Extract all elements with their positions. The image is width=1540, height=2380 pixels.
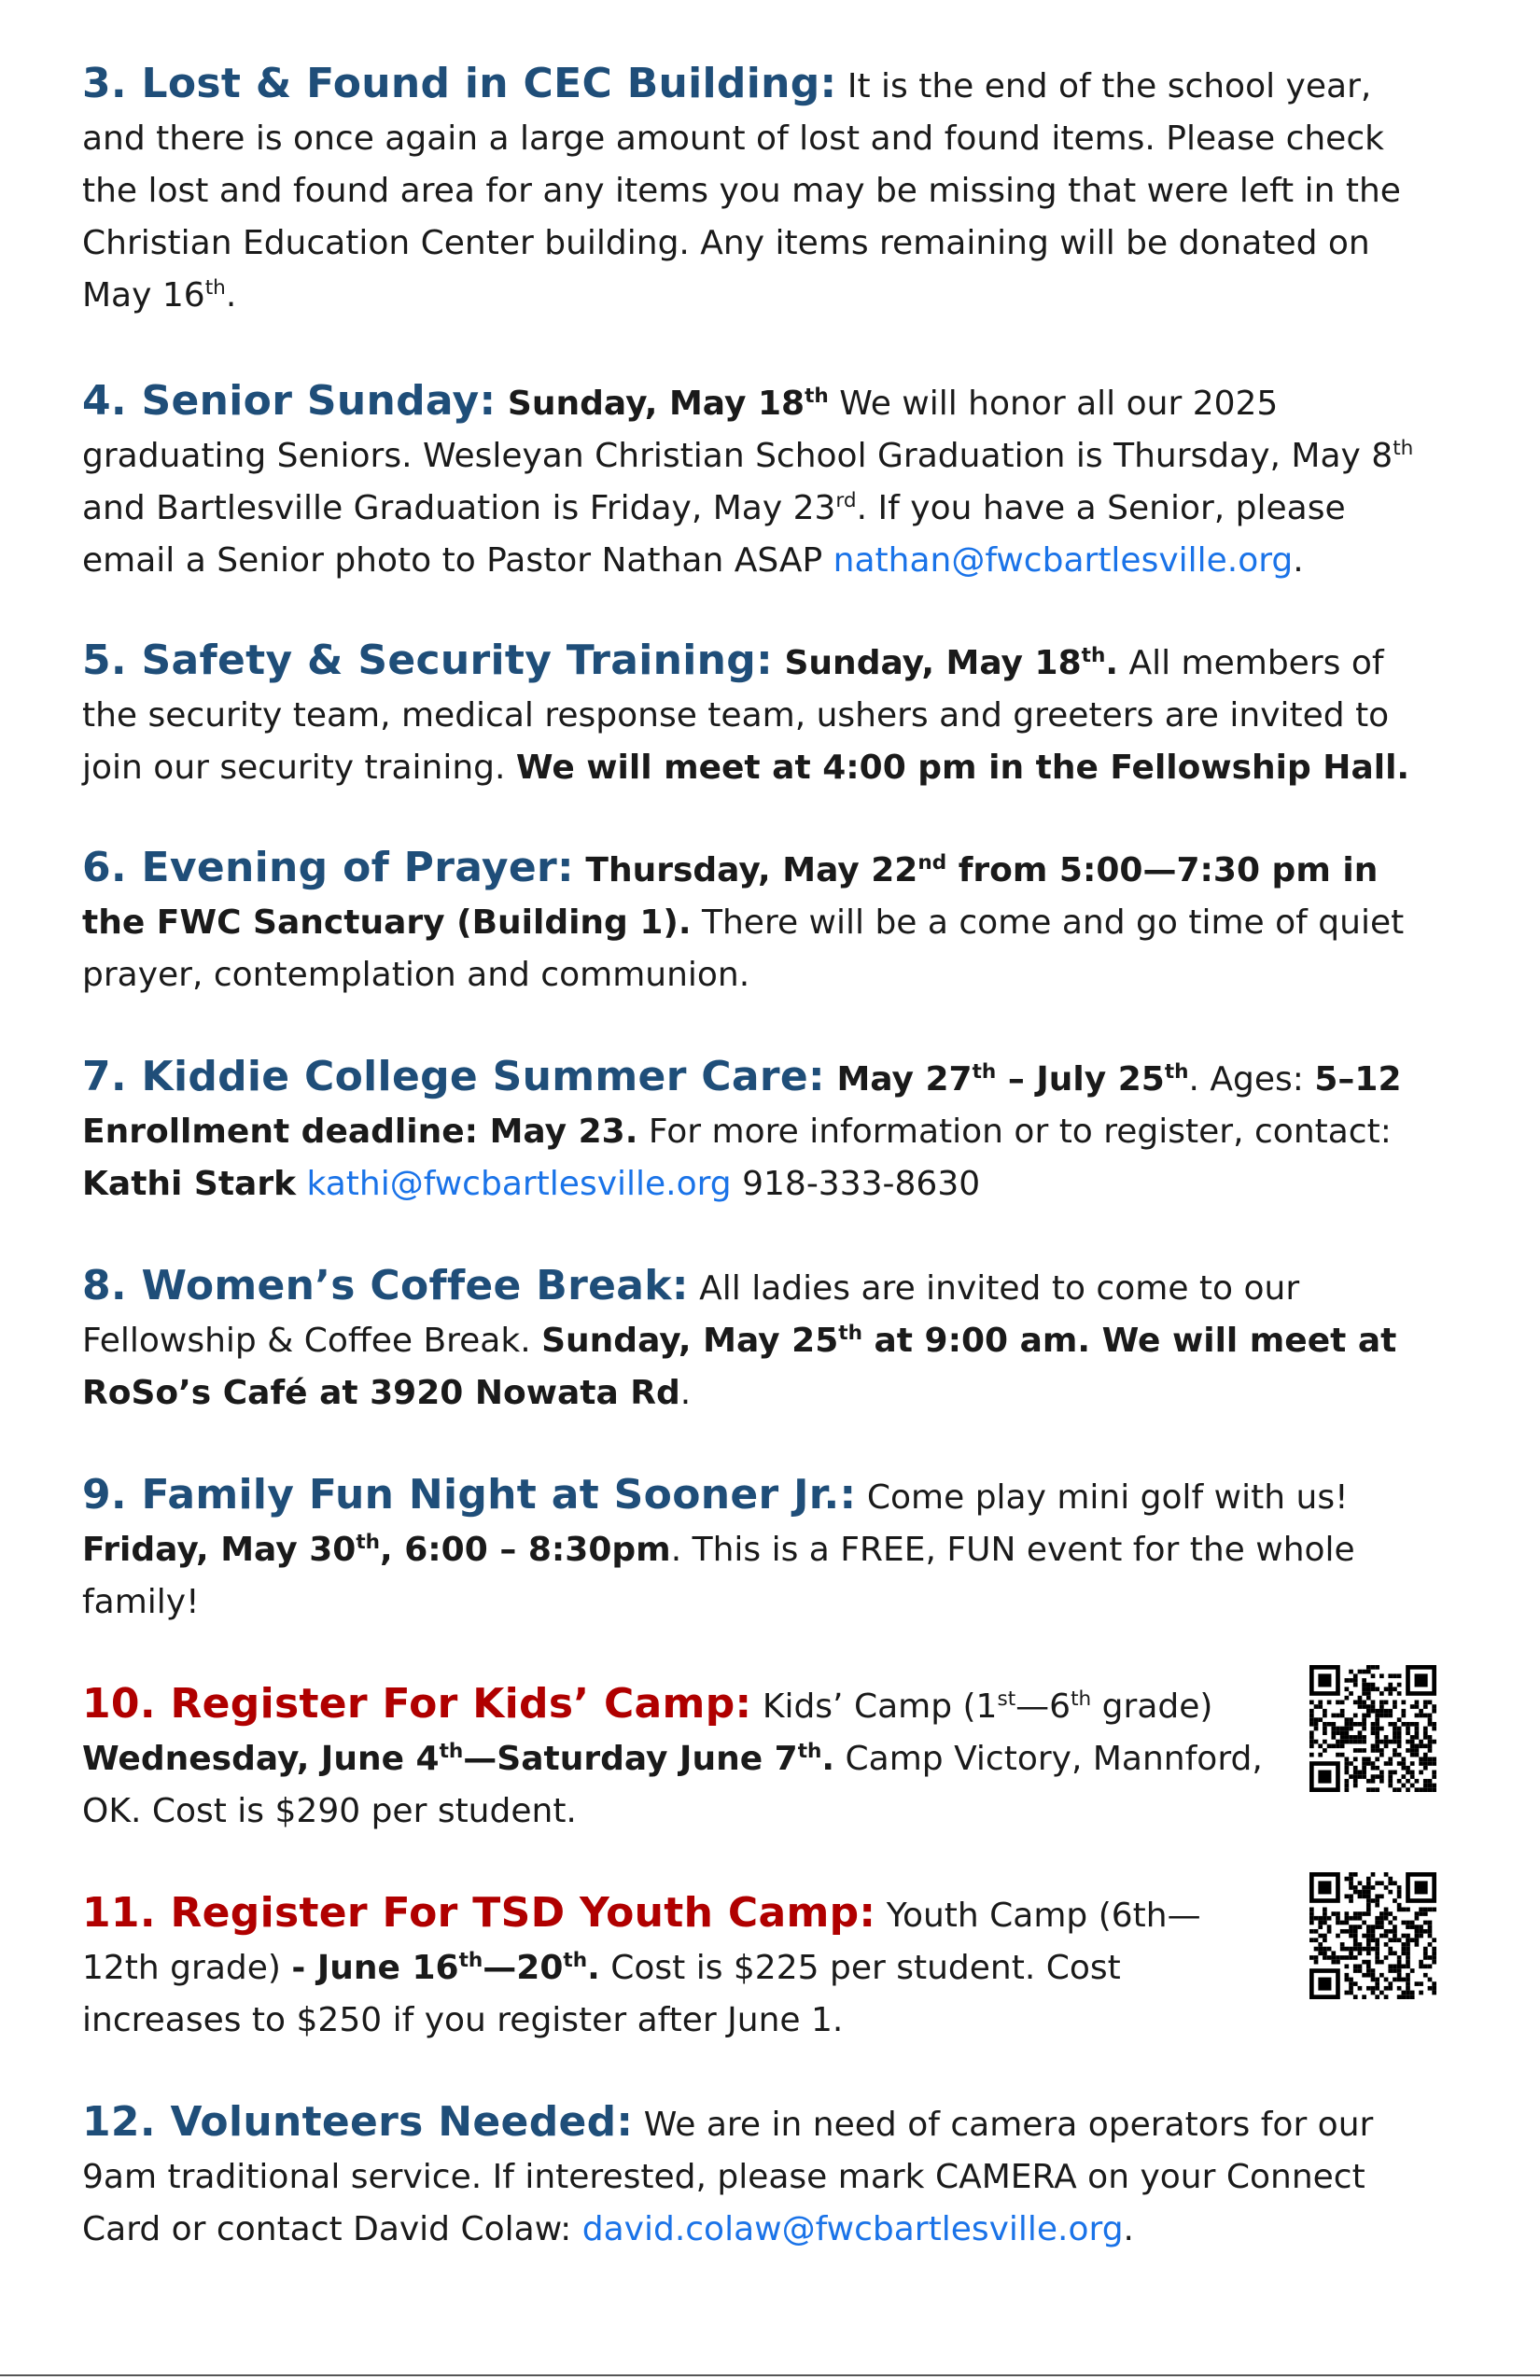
announcement-12: 12. Volunteers Needed: We are in need of camera operators for our 9am traditional service. If interested, please mark CAMERA on your Connect Card or contact David Colaw: david.colaw@fwcbartlesville.org.: [82, 2098, 1374, 2248]
announcement-10: 10. Register For Kids’ Camp: Kids’ Camp (1st—6th grade) Wednesday, June 4th—Saturday June 7th. Camp Victory, Mannford, OK. Cost is $290 per student.: [82, 1680, 1263, 1830]
announcement-5: 5. Safety & Security Training: Sunday, May 18th. All members of the security team, medical response team, ushers and greeters are invited to join our security training. We will meet at 4:00 pm in the Fellowship Hall.: [82, 637, 1410, 787]
david-email-link[interactable]: david.colaw@fwcbartlesville.org: [581, 2210, 1124, 2248]
announcement-11: 11. Register For TSD Youth Camp: Youth Camp (6th—12th grade) - June 16th—20th. Cost is $225 per student. Cost increases to $250 if you register after June 1.: [82, 1889, 1201, 2039]
announcement-7: 7. Kiddie College Summer Care: May 27th – July 25th. Ages: 5–12 Enrollment deadline: May 23. For more information or to register, contact: Kathi Stark kathi@fwcbartlesville.org 918-333-8630: [82, 1053, 1402, 1203]
announcement-7-heading: 7. Kiddie College Summer Care:: [82, 1053, 825, 1100]
kathi-email-link[interactable]: kathi@fwcbartlesville.org: [306, 1165, 732, 1203]
nathan-email-link[interactable]: nathan@fwcbartlesville.org: [833, 541, 1294, 580]
announcement-6-heading: 6. Evening of Prayer:: [82, 844, 574, 891]
announcement-6: 6. Evening of Prayer: Thursday, May 22nd from 5:00—7:30 pm in the FWC Sanctuary (Building 1). There will be a come and go time of quiet prayer, contemplation and communion.: [82, 844, 1405, 994]
announcement-8-heading: 8. Women’s Coffee Break:: [82, 1262, 689, 1309]
kids-camp-qr-code-icon[interactable]: [1309, 1665, 1436, 1792]
announcement-9-heading: 9. Family Fun Night at Sooner Jr.:: [82, 1471, 857, 1519]
announcement-3: 3. Lost & Found in CEC Building: It is the end of the school year, and there is once again a large amount of lost and found items. Please check the lost and found area for any items you may be missing that were left in the Christian Education Center building. Any items remaining will be donated on May 16th.: [82, 60, 1401, 315]
announcement-12-heading: 12. Volunteers Needed:: [82, 2098, 634, 2146]
announcement-10-heading: 10. Register For Kids’ Camp:: [82, 1680, 752, 1728]
bottom-divider: [0, 2374, 1540, 2376]
announcement-4: 4. Senior Sunday: Sunday, May 18th We will honor all our 2025 graduating Seniors. Wesleyan Christian School Graduation is Thursday, May 8th and Bartlesville Graduation is Friday, May 23rd. If you have a Senior, please email a Senior photo to Pastor Nathan ASAP nathan@fwcbartlesville.org.: [82, 377, 1414, 580]
announcement-5-heading: 5. Safety & Security Training:: [82, 637, 773, 684]
announcement-9: 9. Family Fun Night at Sooner Jr.: Come play mini golf with us! Friday, May 30th, 6:00 – 8:30pm. This is a FREE, FUN event for the whole family!: [82, 1471, 1355, 1621]
announcement-8: 8. Women’s Coffee Break: All ladies are invited to come to our Fellowship & Coffee Break. Sunday, May 25th at 9:00 am. We will meet at RoSo’s Café at 3920 Nowata Rd.: [82, 1262, 1397, 1412]
announcement-4-heading: 4. Senior Sunday:: [82, 377, 497, 425]
announcement-11-heading: 11. Register For TSD Youth Camp:: [82, 1889, 876, 1937]
announcement-3-heading: 3. Lost & Found in CEC Building:: [82, 60, 837, 107]
youth-camp-qr-code-icon[interactable]: [1309, 1872, 1436, 1999]
